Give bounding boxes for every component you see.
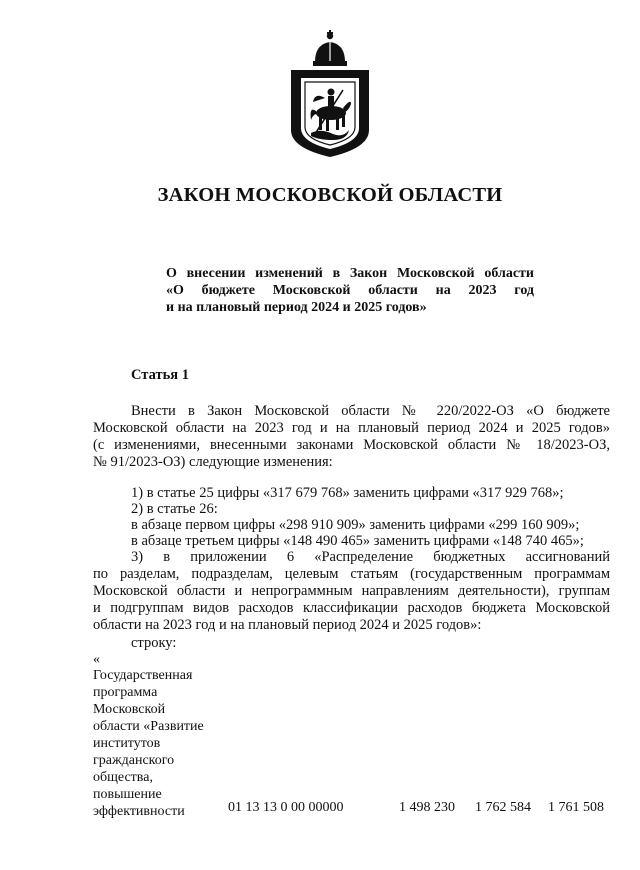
amendment-item-3-line-3: Московской области и непрограммным направлениям деятельности), группам [93, 583, 610, 599]
amendment-item-2: 2) в статье 26: [131, 501, 218, 517]
amendment-item-2-paragraph-1: в абзаце первом цифры «298 910 909» заменить цифрами «299 160 909»; [131, 517, 580, 533]
intro-line-4: № 91/2023-ОЗ) следующие изменения: [93, 454, 333, 470]
amendment-item-3-line-5: области на 2023 год и на плановый период 2024 и 2025 годов»: [93, 617, 482, 633]
budget-classification-code: 01 13 13 0 00 00000 [228, 800, 344, 815]
law-subject-line-1: О внесении изменений в Закон Московской области [166, 266, 534, 281]
amendment-item-3-line-1: 3) в приложении 6 «Распределение бюджетных ассигнований [131, 549, 610, 565]
intro-line-3: (с изменениями, внесенными законами Московской области № 18/2023-ОЗ, [93, 437, 610, 453]
moscow-oblast-coat-of-arms [285, 30, 375, 158]
amount-2023: 1 498 230 [399, 800, 455, 815]
program-name-line: повышение [93, 787, 162, 802]
article-heading: Статья 1 [131, 367, 189, 383]
law-subject-line-2: «О бюджете Московской области на 2023 год [166, 283, 534, 298]
program-name-line: гражданского [93, 753, 175, 768]
crown-icon [313, 30, 347, 66]
amount-2024: 1 762 584 [475, 800, 531, 815]
intro-line-2: Московской области на 2023 год и на плановый период 2024 и 2025 годов» [93, 420, 610, 436]
program-name-line: Московской [93, 702, 166, 717]
intro-line-1: Внести в Закон Московской области № 220/2022-ОЗ «О бюджете [131, 403, 610, 419]
amendment-item-3-line-2: по разделам, подразделам, целевым статьям (государственным программам [93, 566, 610, 582]
program-name-line: эффективности [93, 804, 185, 819]
program-name-line: Государственная [93, 668, 193, 683]
law-subject-line-3: и на плановый период 2024 и 2025 годов» [166, 300, 427, 315]
table-open-quote: « [93, 652, 100, 667]
amendment-item-2-paragraph-3: в абзаце третьем цифры «148 490 465» заменить цифрами «148 740 465»; [131, 533, 584, 549]
row-label: строку: [131, 635, 177, 651]
law-title: ЗАКОН МОСКОВСКОЙ ОБЛАСТИ [157, 184, 503, 206]
program-name-line: институтов [93, 736, 161, 751]
amendment-item-1: 1) в статье 25 цифры «317 679 768» заменить цифрами «317 929 768»; [131, 485, 564, 501]
amendment-item-3-line-4: и подгруппам видов расходов классификации расходов бюджета Московской [93, 600, 610, 616]
program-name-line: общества, [93, 770, 153, 785]
program-name-line: области «Развитие [93, 719, 204, 734]
amount-2025: 1 761 508 [548, 800, 604, 815]
program-name-line: программа [93, 685, 158, 700]
